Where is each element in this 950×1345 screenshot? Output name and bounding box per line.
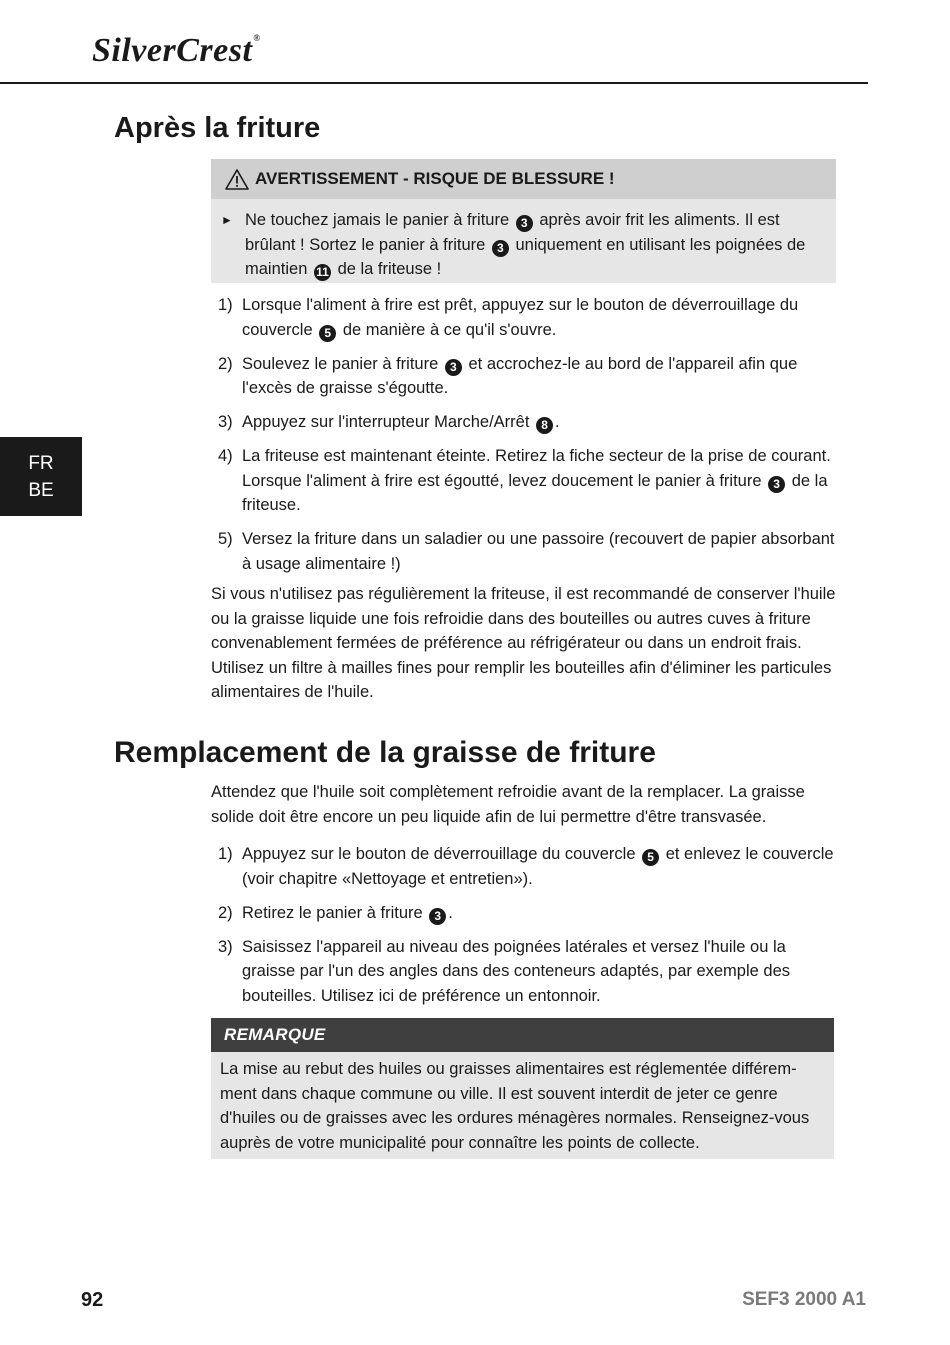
note-text: La mise au rebut des huiles ou graisses alimentaires est réglementée différem-ment dans chaque commune ou ville. Il est souvent interdit de jeter ce genre d'huiles ou de graisses avec les ordures ménagères normales. Renseignez-vous auprès de votre municipalité pour connaître les points de collecte. <box>220 1060 810 1152</box>
list-item <box>211 410 839 435</box>
list-item <box>211 842 839 891</box>
step-text: Saisissez l'appareil au niveau des poignées latérales et versez l'huile ou la graisse par l'un des angles dans des conteneurs adaptés, par exemple des bouteilles. Utilisez ici de préférence un entonnoir. <box>242 937 790 1005</box>
list-item <box>211 352 839 401</box>
list-item <box>211 901 839 926</box>
brand-logo <box>92 34 261 68</box>
step-text: Lorsque l'aliment à frire est prêt, appuyez sur le bouton de déverrouillage du couvercle <box>242 296 799 339</box>
step-number: 3) <box>218 937 233 956</box>
reference-number-badge: 5 <box>319 325 336 342</box>
step-text: et enlevez le couvercle (voir chapitre «Nettoyage et entretien»). <box>242 845 834 888</box>
step-text: . <box>555 413 560 431</box>
language-tab-line1: FR <box>28 452 54 474</box>
warning-title: AVERTISSEMENT - RISQUE DE BLESSURE ! <box>255 169 615 188</box>
list-item <box>211 444 839 518</box>
step-text: et accrochez-le au bord de l'appareil afin que l'excès de graisse s'égoutte. <box>242 354 798 397</box>
step-text: Versez la friture dans un saladier ou une passoire (recouvert de papier absorbant à usage alimentaire !) <box>242 530 835 573</box>
steps-list-remplacement <box>211 842 839 1018</box>
intro-paragraph: Attendez que l'huile soit complètement refroidie avant de la remplacer. La graisse solide doit être encore un peu liquide afin de lui permettre d'être transvasée. <box>211 783 805 826</box>
step-number: 1) <box>218 296 233 314</box>
reference-number-badge: 8 <box>536 417 553 434</box>
reference-number-badge: 3 <box>445 359 462 376</box>
reference-number-badge: 3 <box>516 215 533 232</box>
warning-text-part: uniquement en utilisant les poignées de maintien <box>245 235 806 278</box>
step-number: 2) <box>218 903 233 922</box>
list-item <box>211 293 839 342</box>
warning-text <box>211 199 836 282</box>
storage-paragraph: Si vous n'utilisez pas régulièrement la friteuse, il est recommandé de conserver l'huile ou la graisse liquide une fois refroidie dans des bouteilles ou autres cuves à friture convenablement fermées de préférence au réfrigérateur ou dans un endroit frais. Utilisez un filtre à mailles fines pour remplir les bouteilles afin d'éliminer les particules alimentaires de l'huile. <box>211 585 836 701</box>
page-number: 92 <box>81 1289 104 1311</box>
list-item <box>211 527 839 576</box>
step-number: 4) <box>218 447 233 465</box>
warning-text-part: de la friteuse ! <box>337 260 442 278</box>
step-number: 1) <box>218 845 233 863</box>
reference-number-badge: 3 <box>768 476 785 493</box>
model-number: SEF3 2000 A1 <box>742 1289 866 1310</box>
section-title-remplacement: Remplacement de la graisse de friture <box>114 736 656 769</box>
warning-header <box>211 159 836 199</box>
step-number: 3) <box>218 413 233 431</box>
reference-number-badge: 11 <box>314 264 331 281</box>
step-number: 2) <box>218 354 233 373</box>
step-text: Soulevez le panier à friture <box>242 354 439 373</box>
brand-name: SilverCrest <box>92 32 253 69</box>
warning-triangle-icon <box>225 169 249 190</box>
language-tab <box>0 437 82 516</box>
note-box <box>211 1018 834 1159</box>
step-text: Retirez le panier à friture <box>242 903 423 922</box>
note-header: REMARQUE <box>211 1018 834 1052</box>
step-text: de manière à ce qu'il s'ouvre. <box>342 320 557 339</box>
language-tab-line2: BE <box>28 479 54 501</box>
warning-box <box>211 159 836 283</box>
steps-list-apres-friture <box>211 293 839 586</box>
reference-number-badge: 3 <box>429 908 446 925</box>
section-title-apres-friture: Après la friture <box>114 112 321 144</box>
warning-text-part: après avoir frit les aliments. Il est brûlant ! Sortez le panier à friture <box>245 211 780 254</box>
bullet-arrow-icon: ► <box>221 213 233 227</box>
step-text: Appuyez sur l'interrupteur Marche/Arrêt <box>242 413 530 431</box>
reference-number-badge: 5 <box>642 849 659 866</box>
step-text: La friteuse est maintenant éteinte. Retirez la fiche secteur de la prise de courant. Lorsque l'aliment à frire est égoutté, levez doucement le panier à friture <box>242 447 831 490</box>
warning-text-part: Ne touchez jamais le panier à friture <box>245 211 510 229</box>
step-text: . <box>448 903 453 922</box>
step-text: de la friteuse. <box>242 471 828 514</box>
registered-mark: ® <box>253 33 261 43</box>
header-divider <box>0 82 868 84</box>
step-number: 5) <box>218 530 233 548</box>
reference-number-badge: 3 <box>492 240 509 257</box>
list-item <box>211 935 839 1009</box>
step-text: Appuyez sur le bouton de déverrouillage du couvercle <box>242 845 636 863</box>
